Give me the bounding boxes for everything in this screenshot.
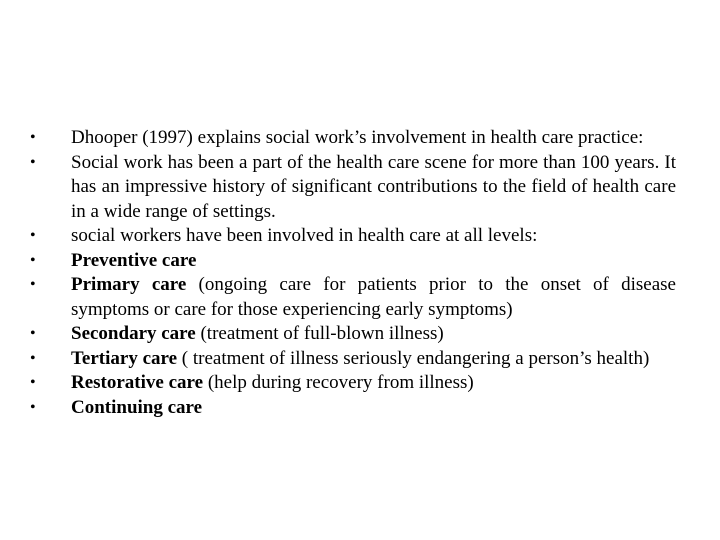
care-level-description: ( treatment of illness seriously endangering a person’s health) — [177, 347, 650, 369]
bullet-icon: • — [30, 276, 36, 293]
list-item — [26, 224, 676, 249]
list-item — [26, 396, 676, 421]
bullet-list — [26, 126, 676, 420]
bullet-icon: • — [30, 349, 36, 367]
care-level-term: Secondary care — [71, 323, 196, 344]
bullet-icon: • — [30, 251, 36, 269]
bullet-text: Dhooper (1997) explains social work’s involvement in health care practice: — [71, 127, 644, 148]
care-level-description: (help during recovery from illness) — [203, 372, 474, 393]
bullet-icon: • — [30, 227, 36, 244]
list-item — [26, 249, 676, 274]
bullet-text: Social work has been a part of the health care scene for more than 100 years. It has an impressive history of significant contributions to the field of health care in a wide range of settings. — [71, 151, 676, 222]
list-item — [26, 151, 676, 225]
care-level-term: Preventive care — [71, 249, 197, 271]
list-item — [26, 371, 676, 396]
bullet-text: social workers have been involved in health care at all levels: — [71, 225, 538, 246]
list-item — [26, 347, 676, 372]
list-item — [26, 322, 676, 347]
bullet-icon: • — [30, 398, 36, 416]
care-level-description: (ongoing care for patients prior to the onset of disease symptoms or care for those experiencing early symptoms) — [71, 274, 676, 320]
bullet-icon: • — [30, 129, 36, 146]
care-level-term: Restorative care — [71, 372, 204, 393]
bullet-icon: • — [30, 374, 36, 391]
bullet-icon: • — [30, 153, 36, 171]
care-level-term: Primary care — [71, 274, 187, 295]
care-level-term: Continuing care — [71, 396, 203, 418]
list-item — [26, 126, 676, 151]
bullet-icon: • — [30, 325, 36, 342]
care-level-term: Tertiary care — [71, 347, 178, 369]
care-level-description: (treatment of full-blown illness) — [195, 323, 444, 344]
list-item — [26, 273, 676, 322]
